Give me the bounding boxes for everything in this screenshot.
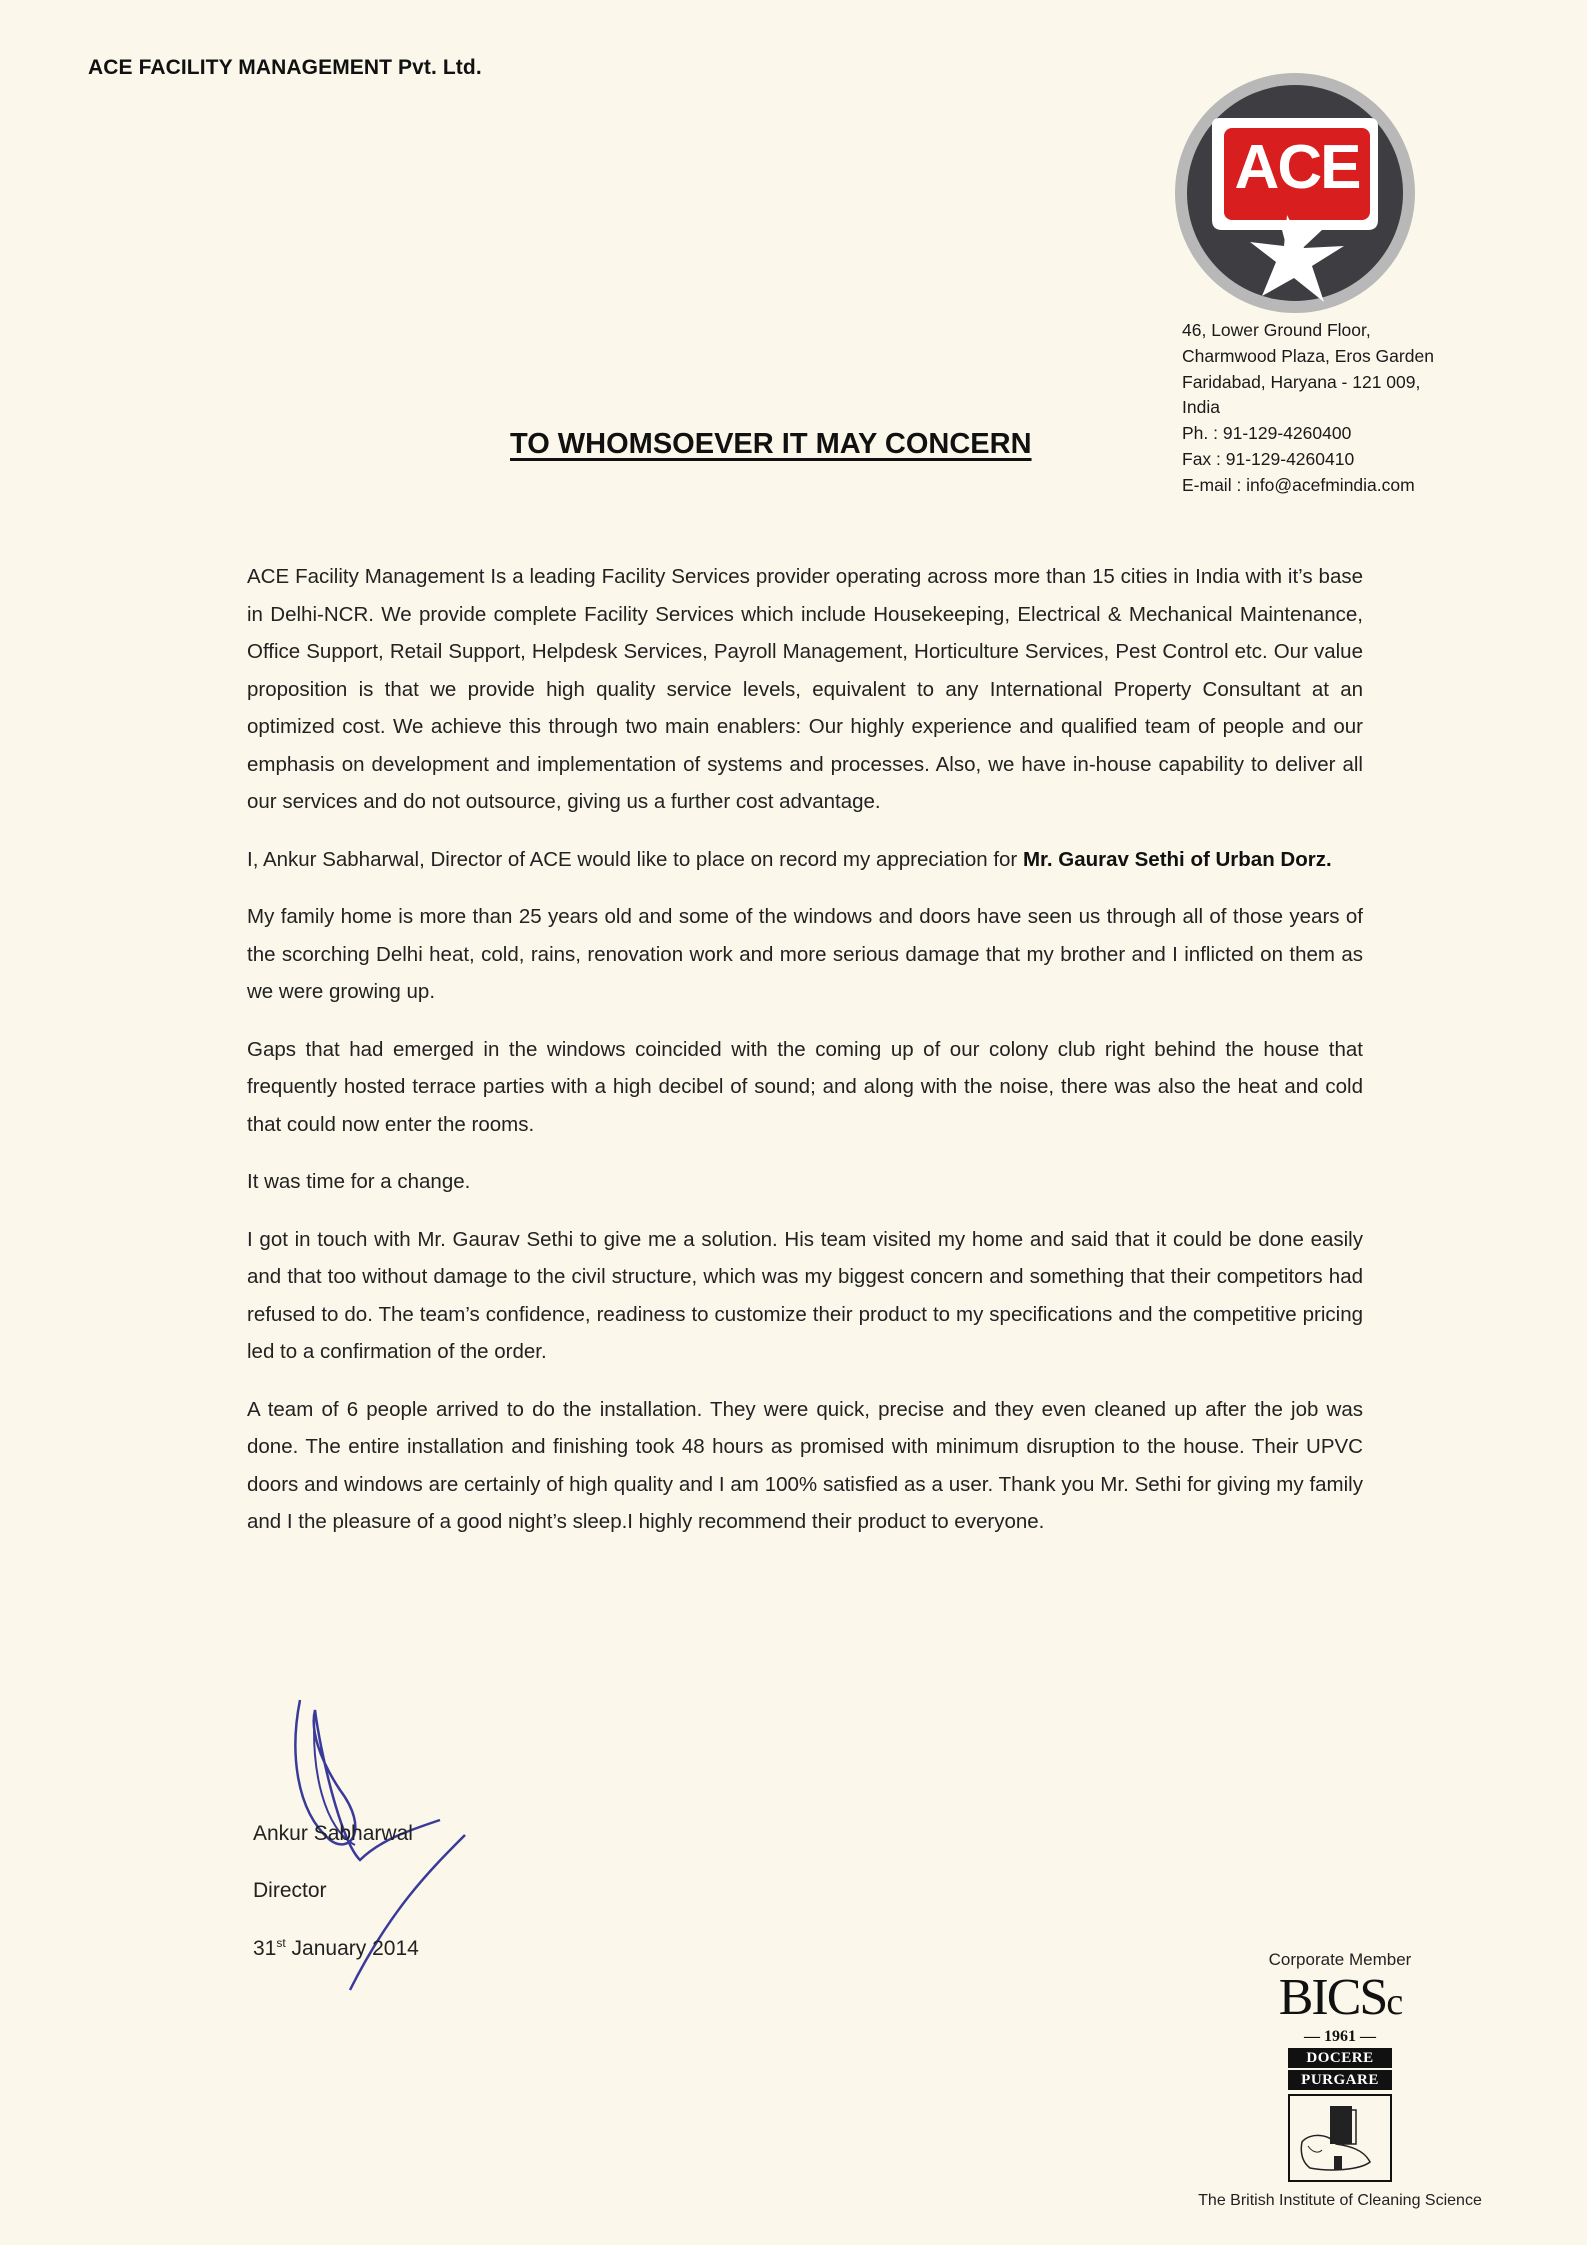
fax-number: Fax : 91-129-4260410 bbox=[1182, 448, 1355, 469]
paragraph-installation: A team of 6 people arrived to do the installation. They were quick, precise and they even cleaned up after the job was done. The entire installation and finishing took 48 hours as promised with minimum disruption to the house. Their UPVC doors and windows are certainly of high quality and I am 100% satisfied as a user. Thank you Mr. Sethi for giving my family and I the pleasure of a good night’s sleep.I highly recommend their product to everyone. bbox=[247, 1397, 1363, 1533]
bics-brand-main: BICS bbox=[1278, 1969, 1387, 2026]
paragraph-change: It was time for a change. bbox=[247, 1170, 471, 1193]
email-address: E-mail : info@acefmindia.com bbox=[1182, 474, 1415, 495]
bics-logo-text bbox=[1180, 1969, 1500, 2026]
bics-institute-name: The British Institute of Cleaning Science bbox=[1198, 2192, 1482, 2209]
date-suffix: st bbox=[276, 1936, 286, 1950]
company-address bbox=[1182, 318, 1522, 499]
bics-motto-purgare: PURGARE bbox=[1288, 2070, 1392, 2090]
address-line: India bbox=[1182, 397, 1220, 418]
paragraph-company-intro: ACE Facility Management Is a leading Facility Services provider operating across more than 15 cities in India with it’s base in Delhi-NCR. We provide complete Facility Services which include Housekeeping, Electrical & Mechanical Maintenance, Office Support, Retail Support, Helpdesk Services, Payroll Management, Horticulture Services, Pest Control etc. Our value proposition is that we provide high quality service levels, equivalent to any International Property Consultant at an optimized cost. We achieve this through two main enablers: Our highly experience and qualified team of people and our emphasis on development and implementation of systems and processes. Also, we have in-house capability to deliver all our services and do not outsource, giving us a further cost advantage. bbox=[247, 565, 1363, 813]
date-month-year: January 2014 bbox=[285, 1937, 419, 1960]
bics-year: — 1961 — bbox=[1304, 2028, 1376, 2045]
address-line: Charmwood Plaza, Eros Garden bbox=[1182, 345, 1434, 366]
bics-motto-docere: DOCERE bbox=[1288, 2048, 1392, 2068]
paragraph-appreciation bbox=[247, 841, 1363, 879]
letter-body bbox=[247, 558, 1363, 1561]
address-line: Faridabad, Haryana - 121 009, bbox=[1182, 371, 1421, 392]
paragraph-gaps: Gaps that had emerged in the windows coincided with the coming up of our colony club right behind the house that frequently hosted terrace parties with a high decibel of sound; and along with the noise, there was also the heat and cold that could now enter the rooms. bbox=[247, 1037, 1363, 1136]
letter-date bbox=[253, 1936, 419, 1993]
paragraph-family-home: My family home is more than 25 years old and some of the windows and doors have seen us through all of those years of the scorching Delhi heat, cold, rains, renovation work and more serious damage that my brother and I inflicted on them as we were growing up. bbox=[247, 905, 1363, 1003]
address-line: 46, Lower Ground Floor, bbox=[1182, 320, 1371, 340]
letter-title: TO WHOMSOEVER IT MAY CONCERN bbox=[510, 428, 1032, 460]
paragraph-solution: I got in touch with Mr. Gaurav Sethi to give me a solution. His team visited my home and said that it could be done easily and that too without damage to the civil structure, which was my biggest concern and something that their competitors had refused to do. The team’s confidence, readiness to customize their product to my specifications and the competitive pricing led to a confirmation of the order. bbox=[247, 1227, 1363, 1363]
ace-logo bbox=[1172, 70, 1418, 316]
appreciation-recipient: Mr. Gaurav Sethi of Urban Dorz. bbox=[1022, 847, 1332, 871]
bics-membership-badge bbox=[1180, 1950, 1500, 2210]
appreciation-text: I, Ankur Sabharwal, Director of ACE would like to place on record my appreciation for bbox=[247, 847, 1023, 871]
signatory-designation: Director bbox=[253, 1879, 327, 1902]
date-day: 31 bbox=[253, 1937, 277, 1960]
signature-block bbox=[253, 1822, 419, 1993]
company-name-header: ACE FACILITY MANAGEMENT Pvt. Ltd. bbox=[88, 56, 482, 79]
phone-number: Ph. : 91-129-4260400 bbox=[1182, 423, 1352, 444]
corporate-member-label: Corporate Member bbox=[1268, 1950, 1412, 1969]
bics-brand-small: c bbox=[1386, 1981, 1402, 2023]
ace-logo-icon bbox=[1172, 70, 1418, 316]
svg-text:ACE: ACE bbox=[1234, 133, 1360, 202]
lion-building-emblem-icon bbox=[1288, 2094, 1392, 2182]
signatory-name: Ankur Sabharwal bbox=[253, 1822, 413, 1845]
